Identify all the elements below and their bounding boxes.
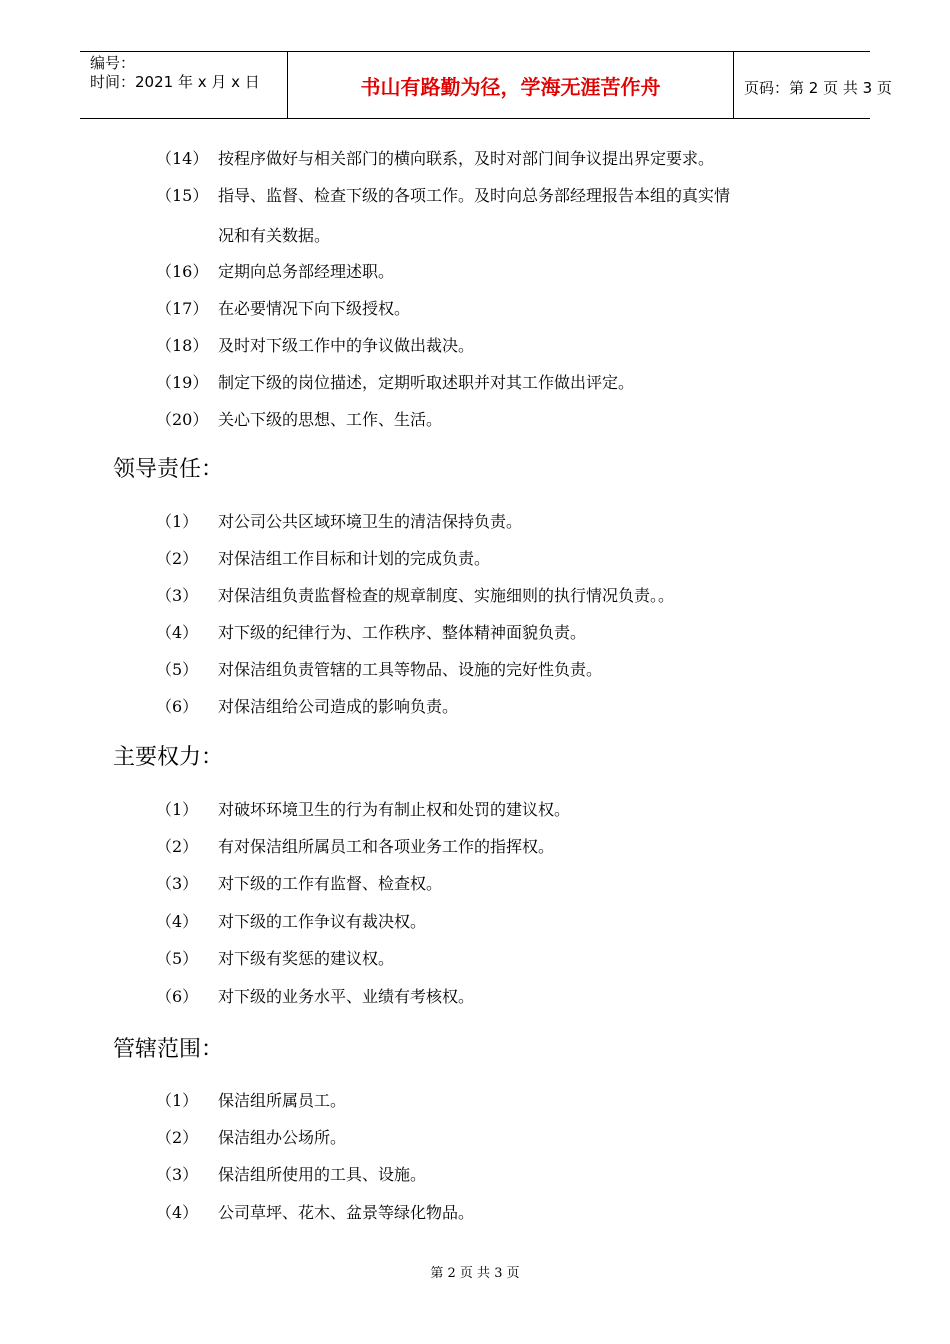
item-text: 定期向总务部经理述职。 <box>218 262 395 281</box>
list-item <box>156 1091 346 1111</box>
list-item <box>156 949 394 969</box>
item-text: 对保洁组给公司造成的影响负责。 <box>218 697 459 716</box>
list-item <box>156 149 714 169</box>
list-item <box>156 299 410 319</box>
list-item <box>156 262 394 282</box>
item-text: 对公司公共区域环境卫生的清洁保持负责。 <box>218 512 523 531</box>
item-number: （3） <box>156 874 199 893</box>
item-number: （4） <box>156 1203 199 1222</box>
list-item <box>156 874 442 894</box>
list-item <box>156 549 490 569</box>
item-text: 及时对下级工作中的争议做出裁决。 <box>218 336 475 355</box>
item-text: 保洁组办公场所。 <box>218 1128 347 1147</box>
item-number: （2） <box>156 1128 199 1147</box>
item-text: 对下级的工作争议有裁决权。 <box>218 912 427 931</box>
item-text: 对保洁组负责管辖的工具等物品、设施的完好性负责。 <box>218 660 603 679</box>
header-motto-cell <box>287 52 734 118</box>
item-number: （6） <box>156 697 199 716</box>
section-title-leadership-responsibility: 领导责任： <box>113 457 224 482</box>
list-item <box>156 987 474 1007</box>
header-info-cell <box>80 52 287 118</box>
motto-text: 书山有路勤为径，学海无涯苦作舟 <box>360 75 661 99</box>
list-item <box>156 186 730 206</box>
item-number: （1） <box>156 512 199 531</box>
item-number: （15） <box>156 186 209 205</box>
item-text: 对下级的业务水平、业绩有考核权。 <box>218 987 475 1006</box>
item-text: 保洁组所属员工。 <box>218 1091 347 1110</box>
item-text: 关心下级的思想、工作、生活。 <box>218 410 443 429</box>
item-text-continuation: 况和有关数据。 <box>218 226 331 245</box>
list-item <box>156 1165 426 1185</box>
section-title-main-authority: 主要权力： <box>113 745 224 770</box>
item-number: （16） <box>156 262 209 281</box>
item-number: （4） <box>156 623 199 642</box>
item-number: （5） <box>156 660 199 679</box>
item-text: 对下级的纪律行为、工作秩序、整体精神面貌负责。 <box>218 623 587 642</box>
list-item <box>156 837 554 857</box>
item-number: （14） <box>156 149 209 168</box>
item-number: （20） <box>156 410 209 429</box>
item-number: （18） <box>156 336 209 355</box>
list-item <box>156 336 474 356</box>
item-text: 在必要情况下向下级授权。 <box>218 299 411 318</box>
item-number: （1） <box>156 1091 199 1110</box>
item-text: 对保洁组工作目标和计划的完成负责。 <box>218 549 491 568</box>
item-text: 公司草坪、花木、盆景等绿化物品。 <box>218 1203 475 1222</box>
list-item <box>156 623 586 643</box>
item-number: （4） <box>156 912 199 931</box>
list-item <box>156 660 602 680</box>
list-item <box>156 586 674 606</box>
list-item <box>156 373 634 393</box>
section-title-jurisdiction-scope: 管辖范围： <box>113 1037 224 1062</box>
list-item <box>156 410 442 430</box>
serial-number-label: 编号： <box>90 54 136 72</box>
item-text: 对保洁组负责监督检查的规章制度、实施细则的执行情况负责。。 <box>218 586 675 605</box>
item-text: 保洁组所使用的工具、设施。 <box>218 1165 427 1184</box>
item-text: 对破坏环境卫生的行为有制止权和处罚的建议权。 <box>218 800 571 819</box>
item-text: 有对保洁组所属员工和各项业务工作的指挥权。 <box>218 837 555 856</box>
list-item <box>156 800 570 820</box>
page-footer: 第 2 页 共 3 页 <box>430 1266 520 1281</box>
item-number: （2） <box>156 837 199 856</box>
page-number-label: 页码：第 2 页 共 3 页 <box>744 79 892 97</box>
item-text: 对下级的工作有监督、检查权。 <box>218 874 443 893</box>
item-number: （5） <box>156 949 199 968</box>
item-number: （3） <box>156 586 199 605</box>
item-number: （1） <box>156 800 199 819</box>
item-number: （17） <box>156 299 209 318</box>
item-number: （19） <box>156 373 209 392</box>
item-number: （2） <box>156 549 199 568</box>
item-text: 制定下级的岗位描述，定期听取述职并对其工作做出评定。 <box>218 373 635 392</box>
list-item <box>156 697 458 717</box>
list-item <box>156 1203 474 1223</box>
list-item <box>156 512 522 532</box>
list-item <box>156 912 426 932</box>
date-label: 时间：2021 年 x 月 x 日 <box>90 73 260 91</box>
item-text: 对下级有奖惩的建议权。 <box>218 949 395 968</box>
item-number: （3） <box>156 1165 199 1184</box>
item-text: 指导、监督、检查下级的各项工作。及时向总务部经理报告本组的真实情 <box>218 186 731 205</box>
item-text: 按程序做好与相关部门的横向联系，及时对部门间争议提出界定要求。 <box>218 149 715 168</box>
item-number: （6） <box>156 987 199 1006</box>
list-item <box>156 1128 346 1148</box>
header-page-cell <box>734 52 892 118</box>
document-header <box>80 51 892 119</box>
